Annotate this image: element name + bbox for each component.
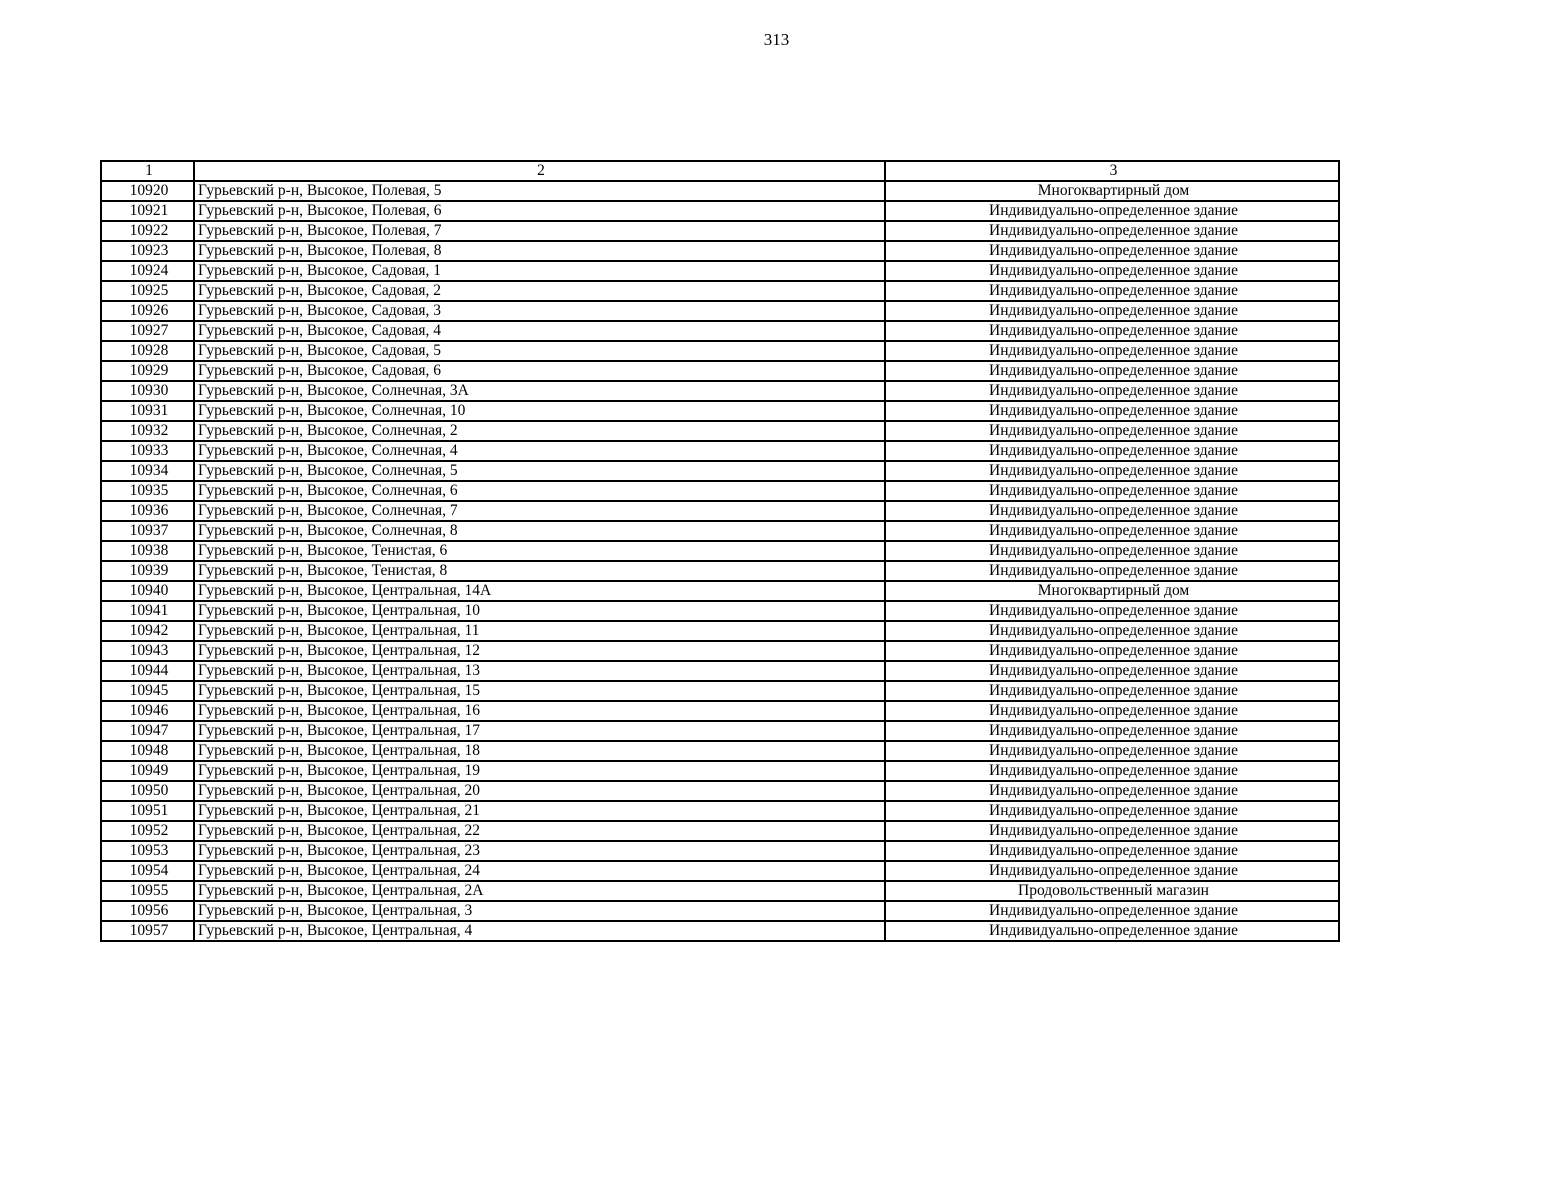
table-row	[101, 821, 1339, 841]
table-row	[101, 481, 1339, 501]
table-row	[101, 741, 1339, 761]
row-object-type: Индивидуально-определенное здание	[885, 841, 1339, 861]
row-address: Гурьевский р-н, Высокое, Полевая, 7	[194, 221, 885, 241]
table-row	[101, 761, 1339, 781]
row-object-type: Индивидуально-определенное здание	[885, 601, 1339, 621]
table-row	[101, 181, 1339, 201]
row-object-type: Индивидуально-определенное здание	[885, 401, 1339, 421]
row-object-type: Индивидуально-определенное здание	[885, 261, 1339, 281]
row-number: 10940	[101, 581, 194, 601]
row-address: Гурьевский р-н, Высокое, Полевая, 8	[194, 241, 885, 261]
row-address: Гурьевский р-н, Высокое, Тенистая, 6	[194, 541, 885, 561]
row-object-type: Индивидуально-определенное здание	[885, 561, 1339, 581]
row-address: Гурьевский р-н, Высокое, Центральная, 12	[194, 641, 885, 661]
row-object-type: Продовольственный магазин	[885, 881, 1339, 901]
row-address: Гурьевский р-н, Высокое, Садовая, 3	[194, 301, 885, 321]
table-row	[101, 621, 1339, 641]
table-row	[101, 841, 1339, 861]
table-row	[101, 521, 1339, 541]
row-object-type: Индивидуально-определенное здание	[885, 301, 1339, 321]
row-object-type: Индивидуально-определенное здание	[885, 221, 1339, 241]
row-number: 10938	[101, 541, 194, 561]
table-row	[101, 601, 1339, 621]
row-number: 10954	[101, 861, 194, 881]
row-address: Гурьевский р-н, Высокое, Солнечная, 5	[194, 461, 885, 481]
row-address: Гурьевский р-н, Высокое, Солнечная, 8	[194, 521, 885, 541]
table-row	[101, 681, 1339, 701]
row-number: 10947	[101, 721, 194, 741]
row-address: Гурьевский р-н, Высокое, Центральная, 24	[194, 861, 885, 881]
row-address: Гурьевский р-н, Высокое, Солнечная, 2	[194, 421, 885, 441]
row-address: Гурьевский р-н, Высокое, Солнечная, 6	[194, 481, 885, 501]
table-row	[101, 661, 1339, 681]
table-header-row	[101, 161, 1339, 181]
row-address: Гурьевский р-н, Высокое, Садовая, 2	[194, 281, 885, 301]
header-col-2: 2	[194, 161, 885, 181]
row-object-type: Индивидуально-определенное здание	[885, 341, 1339, 361]
row-number: 10925	[101, 281, 194, 301]
row-address: Гурьевский р-н, Высокое, Центральная, 13	[194, 661, 885, 681]
row-address: Гурьевский р-н, Высокое, Центральная, 16	[194, 701, 885, 721]
row-object-type: Индивидуально-определенное здание	[885, 661, 1339, 681]
row-address: Гурьевский р-н, Высокое, Центральная, 22	[194, 821, 885, 841]
row-object-type: Индивидуально-определенное здание	[885, 801, 1339, 821]
row-number: 10920	[101, 181, 194, 201]
row-number: 10951	[101, 801, 194, 821]
row-object-type: Индивидуально-определенное здание	[885, 381, 1339, 401]
row-address: Гурьевский р-н, Высокое, Центральная, 21	[194, 801, 885, 821]
row-number: 10950	[101, 781, 194, 801]
row-address: Гурьевский р-н, Высокое, Солнечная, 4	[194, 441, 885, 461]
row-number: 10946	[101, 701, 194, 721]
table-row	[101, 781, 1339, 801]
row-number: 10953	[101, 841, 194, 861]
row-object-type: Индивидуально-определенное здание	[885, 501, 1339, 521]
row-object-type: Индивидуально-определенное здание	[885, 621, 1339, 641]
row-address: Гурьевский р-н, Высокое, Центральная, 17	[194, 721, 885, 741]
row-number: 10927	[101, 321, 194, 341]
table-row	[101, 361, 1339, 381]
row-object-type: Индивидуально-определенное здание	[885, 521, 1339, 541]
table-row	[101, 461, 1339, 481]
header-col-3: 3	[885, 161, 1339, 181]
row-address: Гурьевский р-н, Высокое, Центральная, 4	[194, 921, 885, 941]
row-number: 10935	[101, 481, 194, 501]
row-address: Гурьевский р-н, Высокое, Центральная, 14А	[194, 581, 885, 601]
row-object-type: Индивидуально-определенное здание	[885, 821, 1339, 841]
row-number: 10957	[101, 921, 194, 941]
row-number: 10952	[101, 821, 194, 841]
row-object-type: Индивидуально-определенное здание	[885, 681, 1339, 701]
table-row	[101, 221, 1339, 241]
row-number: 10942	[101, 621, 194, 641]
row-object-type: Индивидуально-определенное здание	[885, 701, 1339, 721]
row-number: 10929	[101, 361, 194, 381]
row-object-type: Индивидуально-определенное здание	[885, 241, 1339, 261]
row-object-type: Индивидуально-определенное здание	[885, 461, 1339, 481]
row-address: Гурьевский р-н, Высокое, Центральная, 19	[194, 761, 885, 781]
row-number: 10939	[101, 561, 194, 581]
row-address: Гурьевский р-н, Высокое, Садовая, 6	[194, 361, 885, 381]
table-row	[101, 881, 1339, 901]
row-number: 10928	[101, 341, 194, 361]
table-row	[101, 421, 1339, 441]
row-number: 10943	[101, 641, 194, 661]
row-address: Гурьевский р-н, Высокое, Тенистая, 8	[194, 561, 885, 581]
row-object-type: Индивидуально-определенное здание	[885, 741, 1339, 761]
row-address: Гурьевский р-н, Высокое, Центральная, 3	[194, 901, 885, 921]
row-object-type: Индивидуально-определенное здание	[885, 641, 1339, 661]
row-number: 10949	[101, 761, 194, 781]
header-col-1: 1	[101, 161, 194, 181]
row-object-type: Индивидуально-определенное здание	[885, 921, 1339, 941]
row-number: 10937	[101, 521, 194, 541]
table-row	[101, 641, 1339, 661]
row-number: 10936	[101, 501, 194, 521]
row-object-type: Индивидуально-определенное здание	[885, 421, 1339, 441]
row-object-type: Индивидуально-определенное здание	[885, 761, 1339, 781]
row-number: 10923	[101, 241, 194, 261]
row-object-type: Индивидуально-определенное здание	[885, 441, 1339, 461]
table-row	[101, 801, 1339, 821]
table-row	[101, 581, 1339, 601]
table-row	[101, 321, 1339, 341]
table-row	[101, 701, 1339, 721]
table-row	[101, 861, 1339, 881]
table-row	[101, 381, 1339, 401]
row-number: 10931	[101, 401, 194, 421]
row-object-type: Индивидуально-определенное здание	[885, 721, 1339, 741]
row-object-type: Индивидуально-определенное здание	[885, 481, 1339, 501]
row-object-type: Индивидуально-определенное здание	[885, 861, 1339, 881]
row-address: Гурьевский р-н, Высокое, Солнечная, 7	[194, 501, 885, 521]
row-object-type: Индивидуально-определенное здание	[885, 541, 1339, 561]
row-number: 10941	[101, 601, 194, 621]
row-object-type: Индивидуально-определенное здание	[885, 321, 1339, 341]
table-row	[101, 901, 1339, 921]
table-row	[101, 561, 1339, 581]
row-number: 10921	[101, 201, 194, 221]
row-object-type: Многоквартирный дом	[885, 581, 1339, 601]
row-number: 10932	[101, 421, 194, 441]
table-row	[101, 921, 1339, 941]
row-number: 10955	[101, 881, 194, 901]
row-address: Гурьевский р-н, Высокое, Садовая, 4	[194, 321, 885, 341]
row-number: 10922	[101, 221, 194, 241]
table-row	[101, 201, 1339, 221]
row-object-type: Индивидуально-определенное здание	[885, 361, 1339, 381]
row-object-type: Индивидуально-определенное здание	[885, 781, 1339, 801]
row-address: Гурьевский р-н, Высокое, Солнечная, 3А	[194, 381, 885, 401]
row-number: 10944	[101, 661, 194, 681]
table-row	[101, 241, 1339, 261]
row-number: 10948	[101, 741, 194, 761]
row-object-type: Многоквартирный дом	[885, 181, 1339, 201]
row-object-type: Индивидуально-определенное здание	[885, 901, 1339, 921]
row-address: Гурьевский р-н, Высокое, Центральная, 23	[194, 841, 885, 861]
row-address: Гурьевский р-н, Высокое, Центральная, 11	[194, 621, 885, 641]
row-address: Гурьевский р-н, Высокое, Центральная, 20	[194, 781, 885, 801]
row-address: Гурьевский р-н, Высокое, Полевая, 6	[194, 201, 885, 221]
row-address: Гурьевский р-н, Высокое, Садовая, 5	[194, 341, 885, 361]
row-object-type: Индивидуально-определенное здание	[885, 201, 1339, 221]
row-address: Гурьевский р-н, Высокое, Центральная, 10	[194, 601, 885, 621]
table-row	[101, 501, 1339, 521]
row-address: Гурьевский р-н, Высокое, Полевая, 5	[194, 181, 885, 201]
row-number: 10934	[101, 461, 194, 481]
table-row	[101, 541, 1339, 561]
row-number: 10956	[101, 901, 194, 921]
row-address: Гурьевский р-н, Высокое, Центральная, 2А	[194, 881, 885, 901]
table-body	[101, 181, 1339, 941]
row-address: Гурьевский р-н, Высокое, Центральная, 18	[194, 741, 885, 761]
page-number: 313	[763, 30, 790, 49]
row-address: Гурьевский р-н, Высокое, Солнечная, 10	[194, 401, 885, 421]
table-row	[101, 401, 1339, 421]
registry-table	[100, 160, 1340, 942]
table-row	[101, 301, 1339, 321]
row-address: Гурьевский р-н, Высокое, Садовая, 1	[194, 261, 885, 281]
row-address: Гурьевский р-н, Высокое, Центральная, 15	[194, 681, 885, 701]
table-row	[101, 281, 1339, 301]
table-row	[101, 341, 1339, 361]
row-number: 10924	[101, 261, 194, 281]
row-number: 10933	[101, 441, 194, 461]
row-number: 10926	[101, 301, 194, 321]
row-object-type: Индивидуально-определенное здание	[885, 281, 1339, 301]
row-number: 10930	[101, 381, 194, 401]
table-row	[101, 441, 1339, 461]
row-number: 10945	[101, 681, 194, 701]
table-row	[101, 721, 1339, 741]
table-row	[101, 261, 1339, 281]
